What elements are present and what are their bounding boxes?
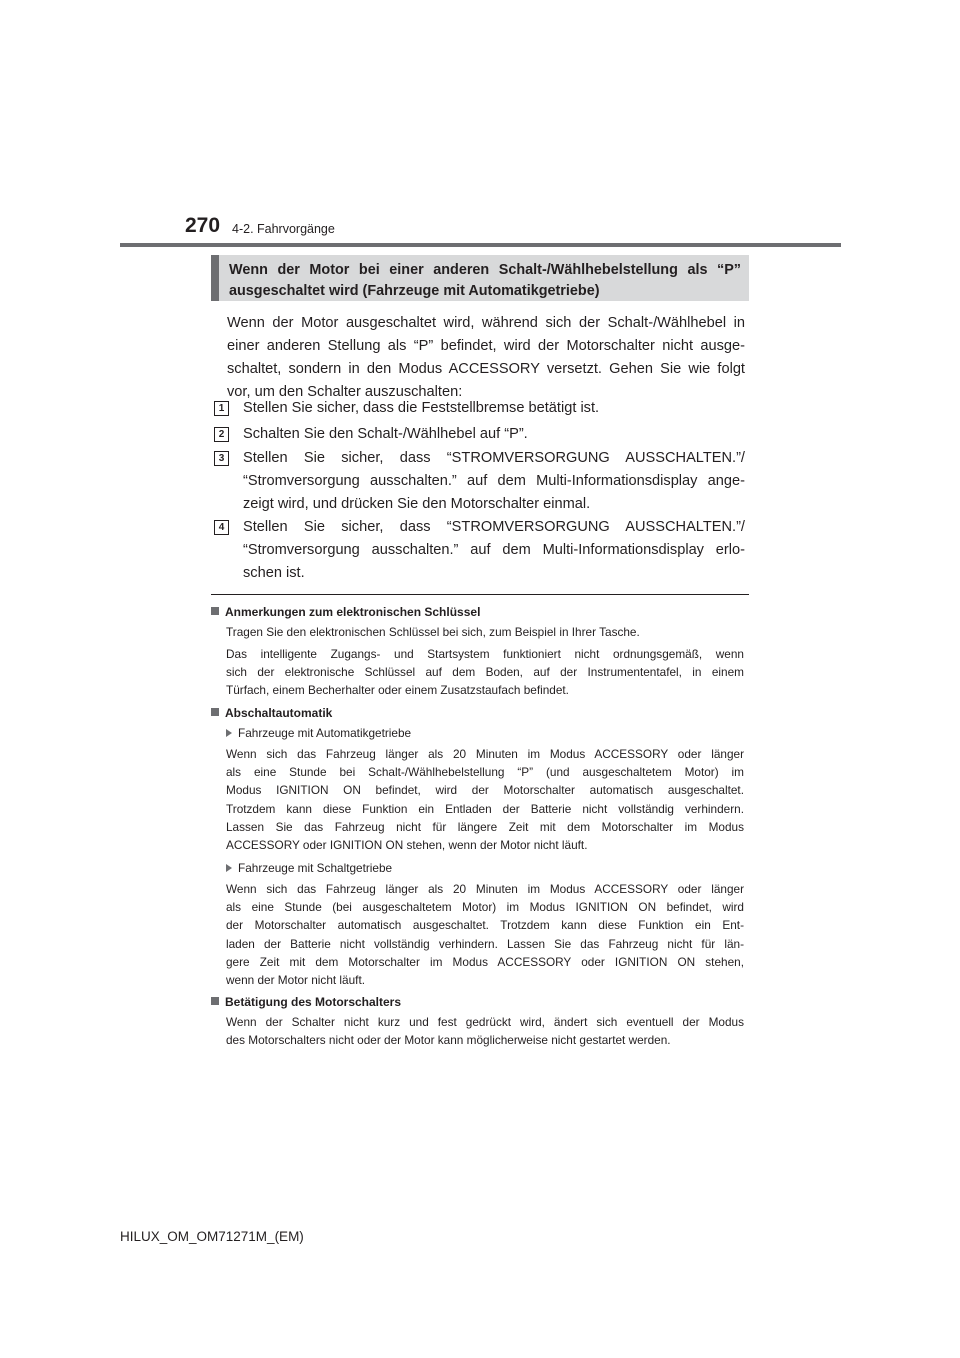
- note-paragraph: [226, 645, 744, 700]
- text-line: der Motorschalter automatisch ausgeschaltet. Trotzdem kann diese Funktion ein Ent-: [226, 918, 744, 933]
- step-text: [243, 447, 745, 516]
- header-rule: [120, 243, 841, 247]
- text-line: als eine Stunde (bei ausgeschaltetem Motor) im Modus IGNITION ON befindet, wird: [226, 900, 744, 915]
- text-line: Tragen Sie den elektronischen Schlüssel bei sich, zum Beispiel in Ihrer Tasche.: [226, 625, 640, 639]
- text-line: des Motorschalters nicht oder der Motor kann möglicherweise nicht gestartet werden.: [226, 1033, 671, 1048]
- text-line: Stellen Sie sicher, dass die Feststellbremse betätigt ist.: [243, 400, 600, 416]
- note-title-text: Anmerkungen zum elektronischen Schlüssel: [225, 605, 481, 619]
- text-line: Schalten Sie den Schalt-/Wählhebel auf “P”.: [243, 426, 528, 442]
- text-line: laden der Batterie nicht vollständig verhindern. Lassen Sie das Fahrzeug nicht für län-: [226, 936, 744, 951]
- step-number: 1: [214, 401, 229, 416]
- text-line: schen ist.: [243, 565, 305, 581]
- text-line: Das intelligente Zugangs- und Startsystem funktioniert nicht ordnungsgemäß, wenn: [226, 647, 744, 661]
- sub-item-manual: [226, 860, 392, 876]
- text-line: vor, um den Schalter auszuschalten:: [227, 384, 463, 400]
- intro-paragraph: [227, 312, 745, 404]
- text-line: sich der elektronische Schlüssel auf dem Boden, auf der Instrumententafel, in einem: [226, 665, 744, 680]
- footer-code: HILUX_OM_OM71271M_(EM): [120, 1229, 304, 1244]
- heading-line: Wenn der Motor bei einer anderen Schalt-/Wählhebelstellung als “P”: [229, 262, 741, 278]
- step-text: [243, 423, 745, 446]
- sub-item-text: Fahrzeuge mit Automatikgetriebe: [238, 726, 412, 740]
- text-line: Modus IGNITION ON befindet, wird der Motorschalter automatisch ausgeschaltet.: [226, 783, 744, 798]
- note-title-auto-off: [211, 705, 332, 721]
- text-line: schaltet, sondern in den Modus ACCESSORY versetzt. Gehen Sie wie folgt: [227, 361, 745, 377]
- text-line: Türfach, einem Becherhalter oder einem Zusatzstaufach befindet.: [226, 683, 569, 698]
- text-line: “Stromversorgung ausschalten.” auf dem Multi-Informationsdisplay ange-: [243, 473, 745, 489]
- text-line: zeigt wird, und drücken Sie den Motorschalter einmal.: [243, 496, 591, 512]
- square-bullet-icon: [211, 708, 219, 716]
- step-number: 3: [214, 451, 229, 466]
- text-line: Wenn der Schalter nicht kurz und fest gedrückt wird, ändert sich eventuell der Modus: [226, 1015, 744, 1029]
- notes-divider: [211, 594, 749, 595]
- square-bullet-icon: [211, 997, 219, 1005]
- text-line: Stellen Sie sicher, dass “STROMVERSORGUNG AUSSCHALTEN.”/: [243, 519, 745, 535]
- sub-item-text: Fahrzeuge mit Schaltgetriebe: [238, 861, 393, 875]
- text-line: Wenn der Motor ausgeschaltet wird, während sich der Schalt-/Wählhebel in: [227, 315, 745, 331]
- text-line: “Stromversorgung ausschalten.” auf dem Multi-Informationsdisplay erlo-: [243, 542, 745, 558]
- step-text: [243, 516, 745, 585]
- section-label: 4-2. Fahrvorgänge: [232, 222, 335, 236]
- text-line: Trotzdem kann diese Funktion ein Entladen der Batterie nicht vollständig verhindern.: [226, 801, 744, 816]
- text-line: einer anderen Stellung als “P” befindet, wird der Motorschalter nicht ausge-: [227, 338, 745, 354]
- text-line: wenn der Motor nicht läuft.: [226, 973, 366, 988]
- text-line: als eine Stunde bei Schalt-/Wählhebelstellung “P” (und ausgeschaltetem Motor) im: [226, 765, 744, 780]
- note-paragraph: [226, 880, 744, 989]
- text-line: ACCESSORY oder IGNITION ON stehen, wenn der Motor nicht läuft.: [226, 838, 588, 853]
- note-title-text: Betätigung des Motorschalters: [225, 995, 402, 1009]
- text-line: Lassen Sie das Fahrzeug nicht für längere Zeit mit dem Motorschalter im Modus: [226, 819, 744, 834]
- page-number: 270: [185, 214, 221, 237]
- note-paragraph: [226, 745, 744, 854]
- triangle-bullet-icon: [226, 864, 232, 872]
- step-number: 2: [214, 427, 229, 442]
- heading-line: ausgeschaltet wird (Fahrzeuge mit Automatikgetriebe): [229, 283, 600, 299]
- section-heading: [211, 255, 749, 301]
- note-title-text: Abschaltautomatik: [225, 706, 333, 720]
- text-line: Wenn sich das Fahrzeug länger als 20 Minuten im Modus ACCESSORY oder länger: [226, 882, 744, 896]
- square-bullet-icon: [211, 607, 219, 615]
- note-paragraph: [226, 1013, 744, 1049]
- note-paragraph: [226, 623, 744, 641]
- step-text: [243, 397, 745, 420]
- text-line: Wenn sich das Fahrzeug länger als 20 Minuten im Modus ACCESSORY oder länger: [226, 747, 744, 761]
- text-line: Stellen Sie sicher, dass “STROMVERSORGUNG AUSSCHALTEN.”/: [243, 450, 745, 466]
- text-line: gere Zeit mit dem Motorschalter im Modus ACCESSORY oder IGNITION ON stehen,: [226, 954, 744, 969]
- step-number: 4: [214, 520, 229, 535]
- note-title-operation: [211, 994, 401, 1010]
- note-title-key: [211, 604, 480, 620]
- sub-item-automatic: [226, 725, 411, 741]
- triangle-bullet-icon: [226, 729, 232, 737]
